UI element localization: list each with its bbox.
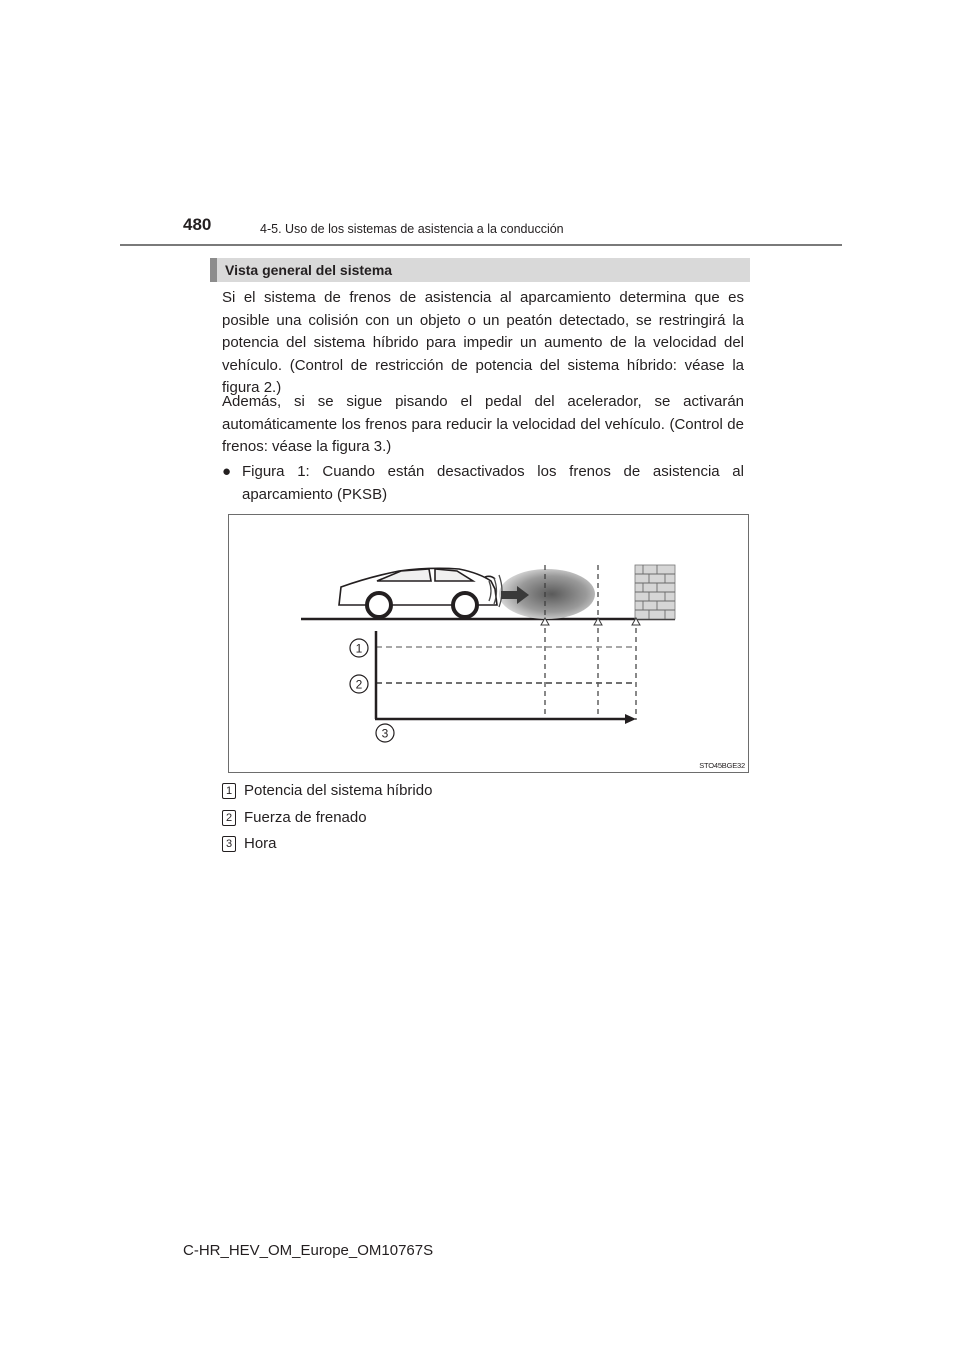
section-title: 4-5. Uso de los sistemas de asistencia a la conducción (260, 222, 564, 236)
paragraph-2: Además, si se sigue pisando el pedal del acelerador, se activarán automáticamente los frenos para reducir la velocidad del vehículo. (Control de frenos: véase la figura 3.) (222, 393, 744, 456)
bullet-icon: ● (222, 463, 232, 480)
x-axis-arrow-icon (625, 714, 636, 724)
car-icon (339, 568, 497, 617)
legend-label: Fuerza de frenado (244, 809, 367, 826)
bullet-text: Figura 1: Cuando están desactivados los frenos de asistencia al aparcamiento (PKSB) (242, 463, 744, 503)
figure-illustration (229, 515, 750, 774)
heading-marker (210, 258, 217, 282)
legend-number: 1 (222, 783, 236, 799)
legend-item-1 (222, 782, 432, 799)
paragraph-1: Si el sistema de frenos de asistencia al aparcamiento determina que es posible una colisión con un objeto o un peatón detectado, se restringirá la potencia del sistema híbrido para impedir un aumento de la velocidad del vehículo. (Control de restricción de potencia del sistema híbrido: véase la figura 2.) (222, 289, 744, 397)
marker-1: 1 (355, 641, 363, 656)
header-divider (120, 244, 842, 246)
legend-label: Potencia del sistema híbrido (244, 782, 433, 799)
section-heading (210, 258, 750, 282)
figure-1 (228, 514, 749, 773)
legend-label: Hora (244, 835, 277, 852)
heading-label: Vista general del sistema (225, 262, 393, 278)
bullet-item (222, 461, 744, 506)
figure-code: STO45BGE32 (699, 761, 745, 770)
brick-wall-icon (635, 565, 675, 619)
marker-2: 2 (355, 677, 363, 692)
footer-code: C-HR_HEV_OM_Europe_OM10767S (183, 1242, 434, 1259)
legend-number: 3 (222, 836, 236, 852)
legend-item-2 (222, 809, 367, 826)
legend-number: 2 (222, 810, 236, 826)
page-number: 480 (183, 215, 212, 234)
legend-item-3 (222, 835, 277, 852)
marker-3: 3 (381, 726, 389, 741)
